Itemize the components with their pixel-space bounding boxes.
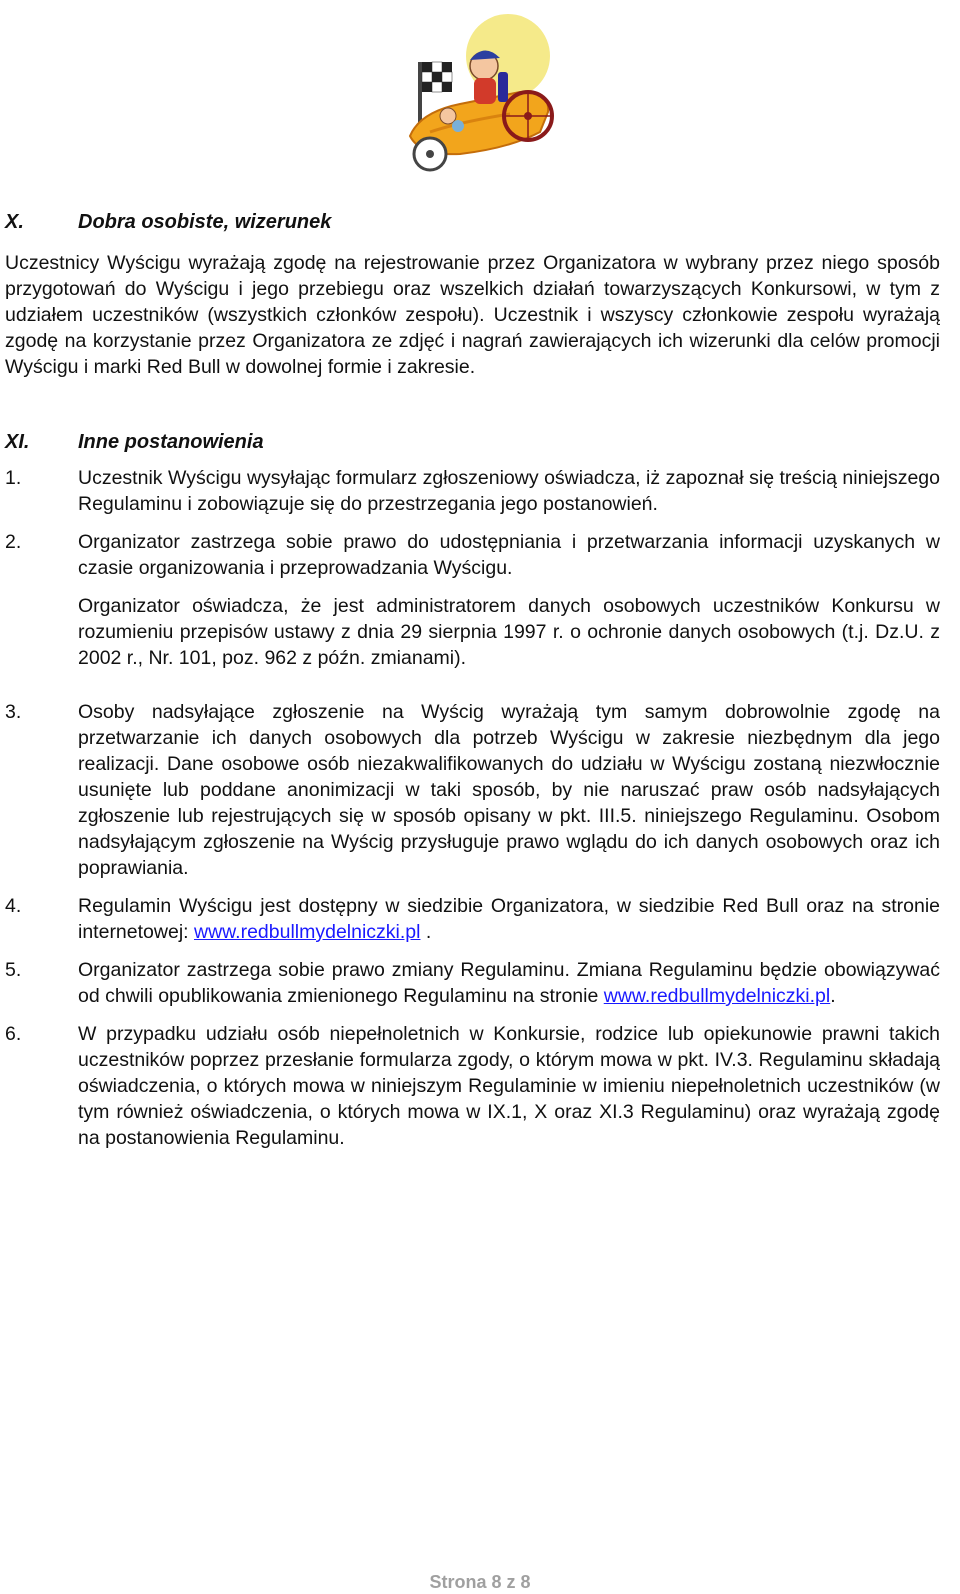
list-item-text-end: . [830, 985, 836, 1007]
soapbox-car-logo-icon [400, 4, 560, 184]
list-item-text-end: . [420, 921, 432, 943]
section-x-paragraph: Uczestnicy Wyścigu wyrażają zgodę na rejestrowanie przez Organizatora w wybrany przez niego sposób przygotowań do Wyścigu i jego przebiegu oraz wszelkich działań towarzyszących Konkursowi, w tym z udziałem uczestników (wszystkich członków zespołu). Uczestnik i wszyscy członkowie zespołu wyrażają zgodę na korzystanie przez Organizatora ze zdjęć i nagrań zawierających ich wizerunki dla celów promocji Wyścigu i marki Red Bull w dowolnej formie i zakresie. [5, 252, 940, 378]
list-item-3 [5, 699, 940, 881]
list-item-text [78, 957, 940, 1009]
list-item-5 [5, 957, 940, 1009]
list-item-6 [5, 1021, 940, 1151]
list-item-text-start: Regulamin Wyścigu jest dostępny w siedzibie Organizatora, w siedzibie Red Bull oraz na stronie internetowej: [78, 895, 940, 943]
section-xi-title: Inne postanowienia [78, 431, 264, 453]
list-item-4 [5, 893, 940, 945]
list-item-number: 4. [5, 895, 22, 917]
section-xi-heading [5, 429, 940, 455]
section-x-number: X. [5, 211, 24, 233]
website-link[interactable]: www.redbullmydelniczki.pl [603, 985, 831, 1007]
list-item-number: 5. [5, 959, 22, 981]
list-item-1 [5, 465, 940, 517]
list-item-number: 6. [5, 1023, 22, 1045]
list-item-text [78, 893, 940, 945]
section-x-heading [5, 209, 940, 235]
list-item-text: Uczestnik Wyścigu wysyłając formularz zgłoszeniowy oświadcza, iż zapoznał się treścią niniejszego Regulaminu i zobowiązuje się do przestrzegania jego postanowień. [78, 467, 940, 515]
list-item-2-subparagraph: Organizator oświadcza, że jest administratorem danych osobowych uczestników Konkursu w rozumieniu przepisów ustawy z dnia 29 sierpnia 1997 r. o ochronie danych osobowych (t.j. Dz.U. z 2002 r., Nr. 101, poz. 962 z późn. zmianami). [78, 595, 940, 669]
website-link[interactable]: www.redbullmydelniczki.pl [193, 921, 421, 943]
list-item-text: Organizator zastrzega sobie prawo do udostępniania i przetwarzania informacji uzyskanych w czasie organizowania i przeprowadzania Wyścigu. [78, 531, 940, 579]
list-item-number: 2. [5, 531, 22, 553]
list-item-text: Osoby nadsyłające zgłoszenie na Wyścig wyrażają tym samym dobrowolnie zgodę na przetwarzanie ich danych osobowych dla potrzeb Wyścigu w zakresie niezbędnym dla jego realizacji. Dane osobowe osób niezakwalifikowanych do udziału w Wyścigu zostaną niezwłocznie usunięte lub poddane anonimizacji w taki sposób, by nie naruszać praw osób nadsyłających zgłoszenie lub rejestrujących się w sposób opisany w pkt. III.5. niniejszego Regulaminu. Osobom nadsyłającym zgłoszenie na Wyścig przysługuje prawo wglądu do ich danych osobowych oraz ich poprawiania. [78, 701, 940, 879]
page-number-footer: Strona 8 z 8 [429, 1572, 531, 1592]
list-item-number: 1. [5, 467, 22, 489]
section-xi-number: XI. [5, 431, 30, 453]
document-body [5, 209, 940, 1151]
list-item-text: W przypadku udziału osób niepełnoletnich w Konkursie, rodzice lub opiekunowie prawni takich uczestników poprzez przesłanie formularza zgody, o którym mowa w pkt. IV.3. Regulaminu składają oświadczenia, o których mowa w niniejszym Regulaminie w imieniu niepełnoletnich uczestników (w tym również oświadczenia, o których mowa w IX.1, X oraz XI.3 Regulaminu) oraz wyrażają zgodę na postanowienia Regulaminu. [78, 1023, 940, 1149]
list-item-number: 3. [5, 701, 22, 723]
list-item-2 [5, 529, 940, 581]
section-x-title: Dobra osobiste, wizerunek [78, 211, 332, 233]
list-item-text-start: Organizator zastrzega sobie prawo zmiany Regulaminu. Zmiana Regulaminu będzie obowiązywać od chwili opublikowania zmienionego Regulaminu na stronie [78, 959, 940, 1007]
